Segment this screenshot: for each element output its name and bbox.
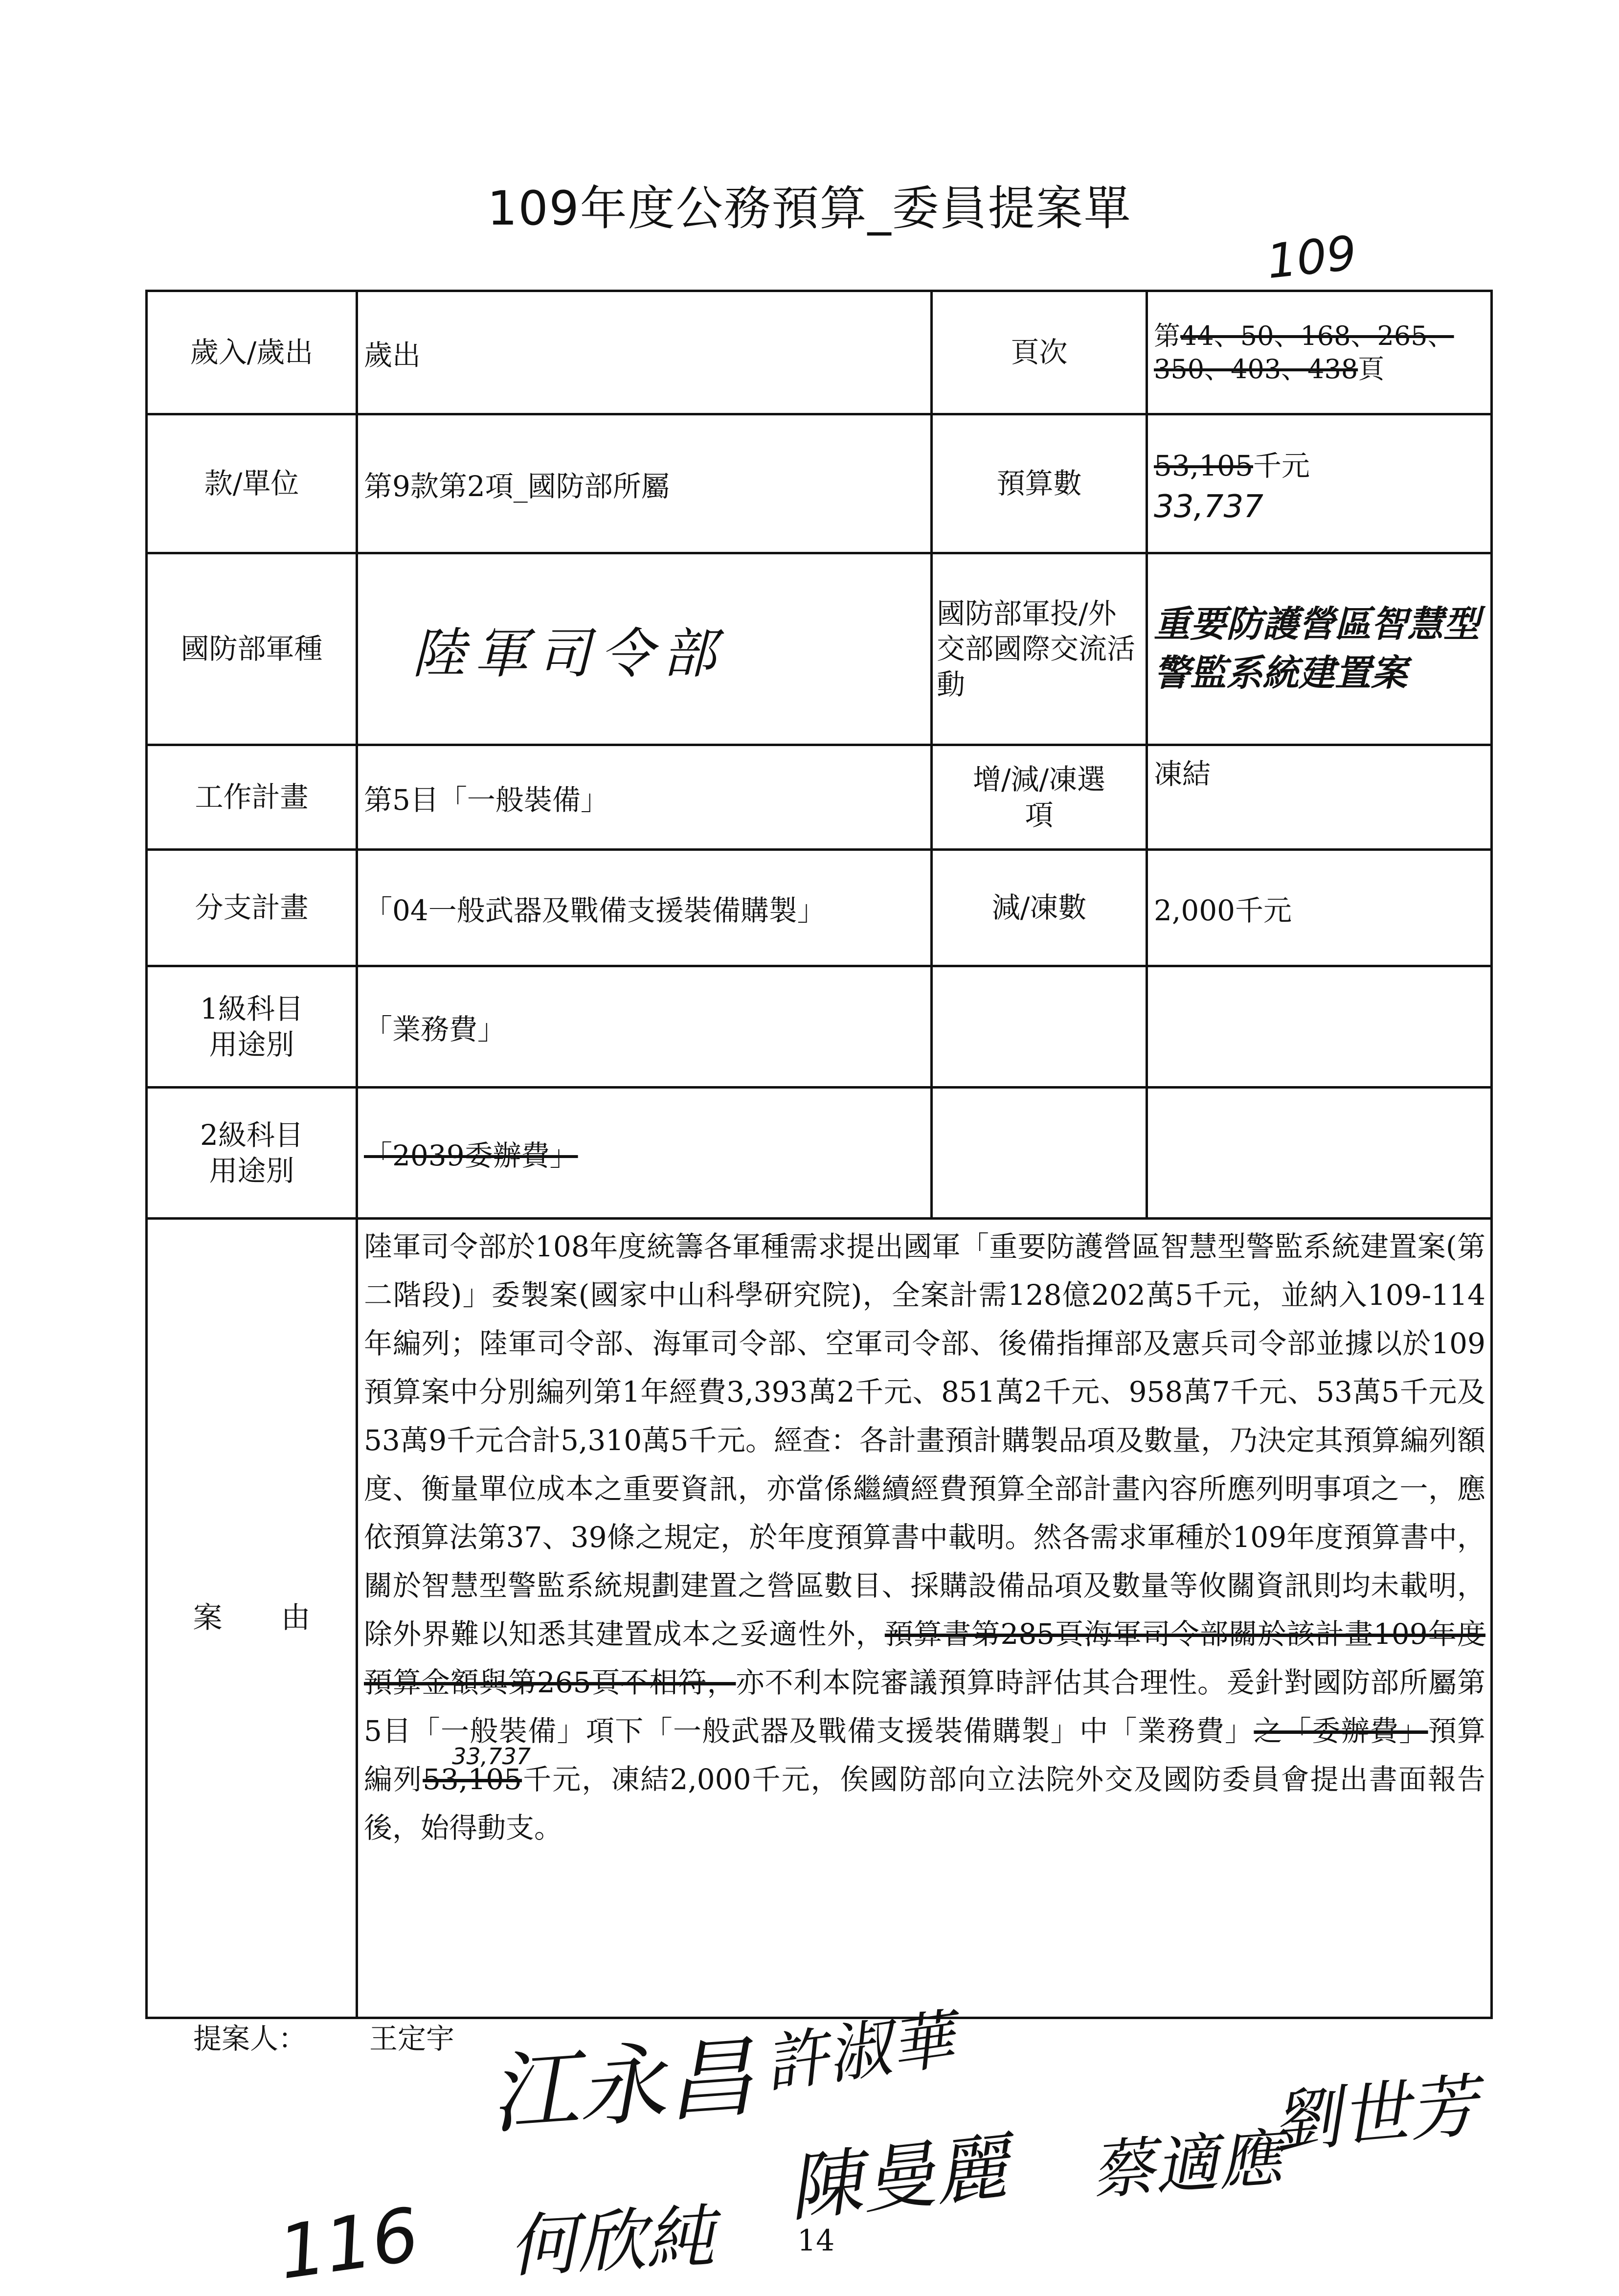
empty-cell-2 <box>1147 966 1492 1088</box>
budget-unit: 千元 <box>1253 449 1310 482</box>
label-budget-amount: 預算數 <box>932 414 1147 553</box>
label-work-plan: 工作計畫 <box>147 745 357 850</box>
proposer-label: 提案人： <box>193 2022 307 2055</box>
value-level1: 「業務費」 <box>357 966 932 1088</box>
signature-1: 江永昌 <box>486 2026 757 2147</box>
reason-p3: 預算編列 <box>364 1714 1485 1796</box>
signature-6: 蔡適應 <box>1088 2120 1284 2208</box>
value-section-unit: 第9款第2項_國防部所屬 <box>357 414 932 553</box>
page-struck: 44、50、168、265、350、403、438 <box>1154 320 1454 385</box>
reason-p1-struck: 預算書第285頁海軍司令部關於該計畫109年度預算金額與第265頁不相符， <box>364 1617 1485 1699</box>
row-branch-plan <box>147 850 1492 966</box>
reason-p1: 陸軍司令部於108年度統籌各軍種需求提出國軍「重要防護營區智慧型警監系統建置案(第二階段)」委製案(國家中山科學研究院)，全案計需128億202萬5千元，並納入109-114年編列；陸軍司令部、海軍司令部、空軍司令部、後備指揮部及憲兵司令部並據以於109預算案中分別編列第1年經費3,393萬2千元、851萬2千元、958萬7千元、53萬5千元及53萬9千元合計5,310萬5千元。經查：各計畫預計購製品項及數量，乃決定其預算編列額度、衡量單位成本之重要資訊，亦當係繼續經費預算全部計畫內容所應列明事項之一，應依預算法第37、39條之規定，於年度預算書中載明。然各需求軍種於109年度預算書中，關於智慧型警監系統規劃建置之營區數目、採購設備品項及數量等攸關資訊則均未載明，除外界難以知悉其建置成本之妥適性外， <box>364 1230 1485 1651</box>
reason-p3-insert: 33,737 <box>452 1743 531 1770</box>
value-level2 <box>357 1088 932 1219</box>
value-budget-amount <box>1147 414 1492 553</box>
row-level1 <box>147 966 1492 1088</box>
reason-text <box>357 1219 1492 2018</box>
row-work-plan <box>147 745 1492 850</box>
page-prefix: 第 <box>1154 320 1180 351</box>
value-reduce-amount: 2,000千元 <box>1147 850 1492 966</box>
row-income-page <box>147 291 1492 414</box>
budget-handwritten: 33,737 <box>1154 488 1263 525</box>
label-reason: 案 由 <box>147 1219 357 2018</box>
label-branch-plan: 分支計畫 <box>147 850 357 966</box>
handwritten-116: 116 <box>273 2192 425 2296</box>
page-number: 14 <box>797 2224 835 2258</box>
label-reduce-amount: 減/凍數 <box>932 850 1147 966</box>
handwritten-number: 109 <box>1264 225 1359 290</box>
page-suffix: 頁 <box>1358 353 1385 385</box>
reason-p2: 亦不利本院審議預算時評估其合理性。爰針對國防部所屬第5目「一般裝備」項下「一般武器及戰備支援裝備購製」中「業務費」 <box>364 1666 1485 1748</box>
reason-p3-struck: 53,105 <box>423 1763 522 1796</box>
empty-cell-1 <box>932 966 1147 1088</box>
form-title: 109年度公務預算_委員提案單 <box>487 181 1132 236</box>
value-page <box>1147 291 1492 414</box>
empty-cell-3 <box>932 1088 1147 1219</box>
label-section-unit: 款/單位 <box>147 414 357 553</box>
value-option: 凍結 <box>1147 745 1492 850</box>
signature-3: 何欣純 <box>507 2197 717 2287</box>
reason-p2-struck: 之「委辦費」 <box>1254 1714 1428 1748</box>
label-level2: 2級科目用途別 <box>147 1088 357 1219</box>
label-page: 頁次 <box>932 291 1147 414</box>
row-section-budget <box>147 414 1492 553</box>
label-investment: 國防部軍投/外交部國際交流活動 <box>932 553 1147 745</box>
proposal-form-table <box>145 290 1493 2019</box>
label-income-expense: 歲入/歲出 <box>147 291 357 414</box>
label-level1: 1級科目用途別 <box>147 966 357 1088</box>
value-military-branch: 陸軍司令部 <box>357 553 932 745</box>
level2-struck: 「2039委辦費」 <box>364 1138 578 1172</box>
budget-struck: 53,105 <box>1154 449 1253 482</box>
value-work-plan: 第5目「一般裝備」 <box>357 745 932 850</box>
reason-p4: 千元，凍結2,000千元，俟國防部向立法院外交及國防委員會提出書面報告後，始得動支。 <box>364 1763 1485 1844</box>
label-military-branch: 國防部軍種 <box>147 553 357 745</box>
value-income-expense: 歲出 <box>357 291 932 414</box>
signature-4: 陳曼麗 <box>784 2124 1012 2232</box>
row-reason <box>147 1219 1492 2018</box>
signature-2: 許淑華 <box>759 2001 959 2102</box>
proposer-name: 王定宇 <box>369 2022 455 2055</box>
row-level2 <box>147 1088 1492 1219</box>
label-option: 增/減/凍選項 <box>932 745 1147 850</box>
value-investment: 重要防護營區智慧型警監系統建置案 <box>1147 553 1492 745</box>
signature-5: 劉世芳 <box>1269 2066 1481 2163</box>
value-branch-plan: 「04一般武器及戰備支援裝備購製」 <box>357 850 932 966</box>
empty-cell-4 <box>1147 1088 1492 1219</box>
row-branch-investment <box>147 553 1492 745</box>
